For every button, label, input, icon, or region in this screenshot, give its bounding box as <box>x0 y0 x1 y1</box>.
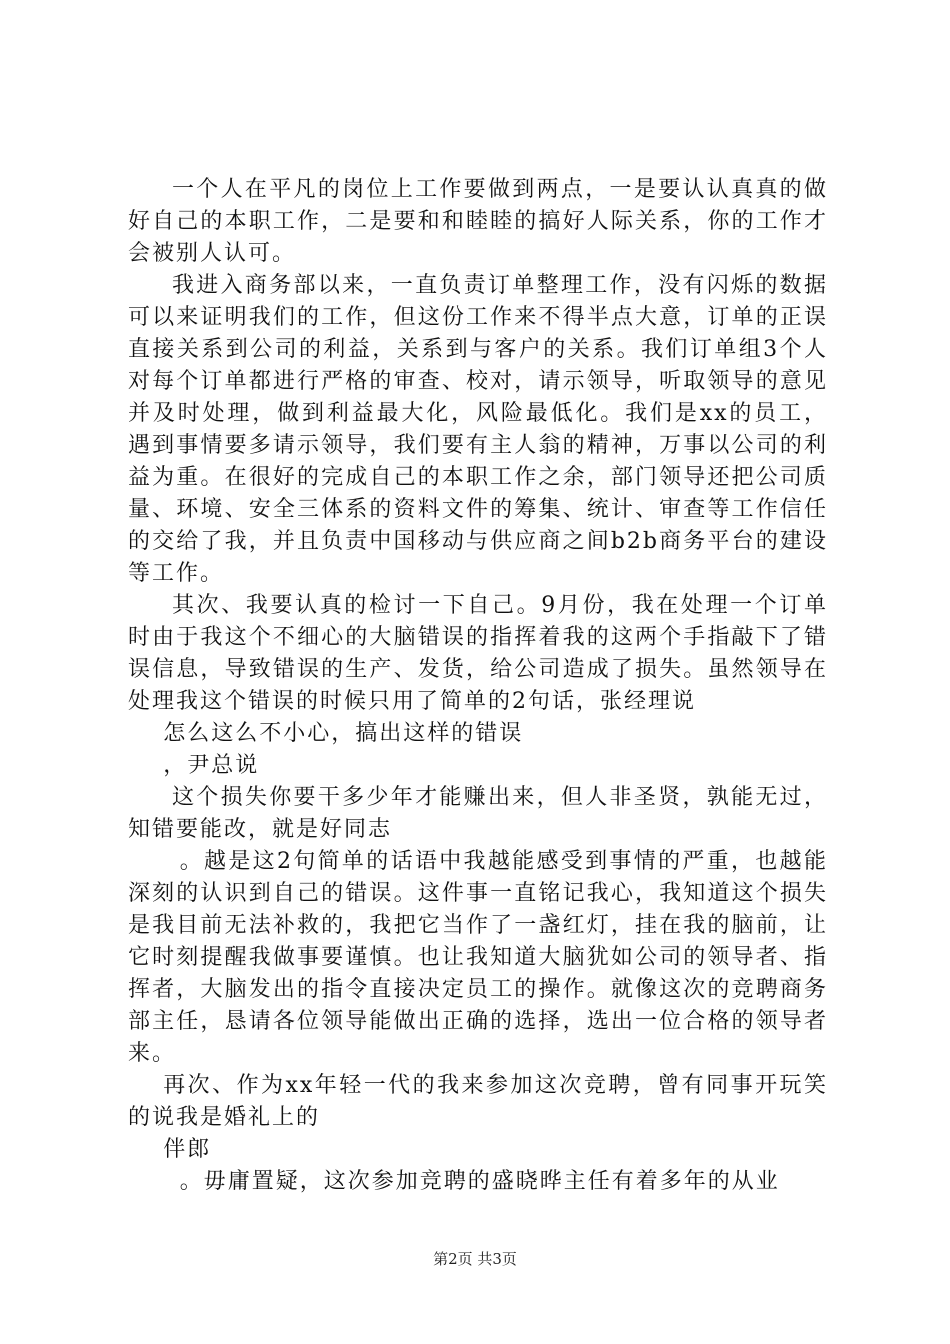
paragraph-6: 。毋庸置疑，这次参加竞聘的盛晓晔主任有着多年的从业 <box>179 1169 780 1194</box>
quote-zhang: 怎么这么不小心，搞出这样的错误 <box>163 721 524 746</box>
paragraph-2: 我进入商务部以来，一直负责订单整理工作，没有闪烁的数据可以来证明我们的工作，但这份工作来不得半点大意，订单的正误直接关系到公司的利益，关系到与客户的关系。我们订单组3个人对每个订单都进行严格的审查、校对，请示领导，听取领导的意见并及时处理，做到利益最大化，风险最低化。我们是xx的员工，遇到事情要多请示领导，我们要有主人翁的精神，万事以公司的利益为重。在很好的完成自己的本职工作之余，部门领导还把公司质量、环境、安全三体系的资料文件的筹集、统计、审查等工作信任的交给了我，并且负责中国移动与供应商之间b2b商务平台的建设等工作。 <box>128 273 828 586</box>
paragraph-3: 其次、我要认真的检讨一下自己。9月份，我在处理一个订单时由于我这个不细心的大脑错误的指挥着我的这两个手指敲下了错误信息，导致错误的生产、发货，给公司造成了损失。虽然领导在处理我这个错误的时候只用了简单的2句话，张经理说 <box>128 593 828 714</box>
page-footer: 第2页 共3页 <box>433 1250 517 1268</box>
paragraph-best-man: 伴郎 <box>163 1137 212 1162</box>
paragraph-1: 一个人在平凡的岗位上工作要做到两点，一是要认认真真的做好自己的本职工作，二是要和和睦睦的搞好人际关系，你的工作才会被别人认可。 <box>128 177 828 266</box>
paragraph-yin-says: ，尹总说 <box>163 753 260 778</box>
paragraph-5: 再次、作为xx年轻一代的我来参加这次竞聘，曾有同事开玩笑的说我是婚礼上的 <box>128 1073 828 1130</box>
quote-yin: 这个损失你要干多少年才能赚出来，但人非圣贤，孰能无过，知错要能改，就是好同志 <box>128 785 828 842</box>
paragraph-4: 。越是这2句简单的话语中我越能感受到事情的严重，也越能深刻的认识到自己的错误。这件事一直铭记我心，我知道这个损失是我目前无法补救的，我把它当作了一盏红灯，挂在我的脑前，让它时刻提醒我做事要谨慎。也让我知道大脑犹如公司的领导者、指挥者，大脑发出的指令直接决定员工的操作。就像这次的竞聘商务部主任，恳请各位领导能做出正确的选择，选出一位合格的领导者来。 <box>128 849 828 1066</box>
document-body <box>128 174 828 1198</box>
